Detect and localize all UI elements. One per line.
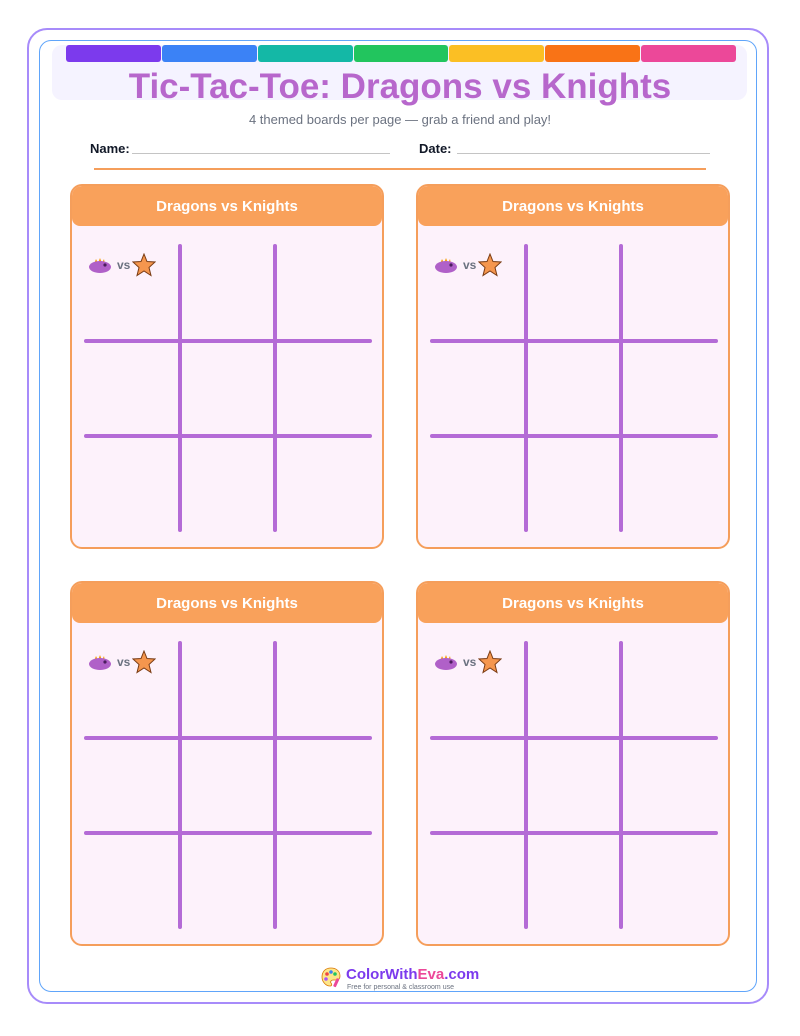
vs-label: vs bbox=[117, 655, 131, 669]
rainbow-segment bbox=[449, 45, 544, 62]
matchup-legend bbox=[434, 252, 502, 278]
grid-line bbox=[178, 244, 182, 532]
tic-tac-toe-board bbox=[416, 184, 730, 549]
grid-line bbox=[84, 434, 372, 438]
grid-line bbox=[524, 244, 528, 532]
grid-line bbox=[178, 641, 182, 929]
date-field[interactable] bbox=[457, 153, 710, 154]
brand-part: .com bbox=[444, 966, 480, 983]
matchup-legend bbox=[88, 649, 156, 675]
star-icon bbox=[478, 253, 502, 277]
brand-logo-text bbox=[346, 967, 479, 983]
rainbow-segment bbox=[354, 45, 449, 62]
name-field[interactable] bbox=[132, 153, 390, 154]
star-icon bbox=[132, 650, 156, 674]
dragon-icon bbox=[88, 256, 112, 274]
grid-line bbox=[524, 641, 528, 929]
brand-part: Eva bbox=[417, 966, 445, 983]
board-header: Dragons vs Knights bbox=[418, 583, 728, 623]
grid-line bbox=[84, 736, 372, 740]
grid-line bbox=[273, 244, 277, 532]
grid-line bbox=[619, 641, 623, 929]
date-label: Date: bbox=[419, 141, 452, 156]
divider-rule bbox=[94, 168, 706, 170]
brand-part: ColorWith bbox=[346, 966, 418, 983]
vs-label: vs bbox=[463, 655, 477, 669]
board-header: Dragons vs Knights bbox=[418, 186, 728, 226]
grid-line bbox=[430, 434, 718, 438]
tic-tac-toe-board bbox=[70, 184, 384, 549]
rainbow-segment bbox=[258, 45, 353, 62]
matchup-legend bbox=[434, 649, 502, 675]
page-title: Tic-Tac-Toe: Dragons vs Knights bbox=[128, 67, 672, 106]
rainbow-segment bbox=[162, 45, 257, 62]
star-icon bbox=[132, 253, 156, 277]
star-icon bbox=[478, 650, 502, 674]
palette-logo-icon bbox=[320, 966, 342, 988]
grid-line bbox=[273, 641, 277, 929]
name-label: Name: bbox=[90, 141, 130, 156]
dragon-icon bbox=[434, 256, 458, 274]
rainbow-segment bbox=[545, 45, 640, 62]
page-subtitle: 4 themed boards per page — grab a friend and play! bbox=[248, 112, 552, 127]
dragon-icon bbox=[434, 653, 458, 671]
matchup-legend bbox=[88, 252, 156, 278]
grid-line bbox=[430, 831, 718, 835]
grid-line bbox=[84, 339, 372, 343]
tic-tac-toe-board bbox=[416, 581, 730, 946]
rainbow-segment bbox=[641, 45, 736, 62]
grid-line bbox=[430, 736, 718, 740]
rainbow-stripe bbox=[66, 45, 736, 62]
footer-tagline: Free for personal & classroom use bbox=[347, 984, 454, 991]
vs-label: vs bbox=[117, 258, 131, 272]
board-header: Dragons vs Knights bbox=[72, 186, 382, 226]
grid-line bbox=[84, 831, 372, 835]
grid-line bbox=[430, 339, 718, 343]
board-header: Dragons vs Knights bbox=[72, 583, 382, 623]
tic-tac-toe-board bbox=[70, 581, 384, 946]
vs-label: vs bbox=[463, 258, 477, 272]
grid-line bbox=[619, 244, 623, 532]
dragon-icon bbox=[88, 653, 112, 671]
rainbow-segment bbox=[66, 45, 161, 62]
